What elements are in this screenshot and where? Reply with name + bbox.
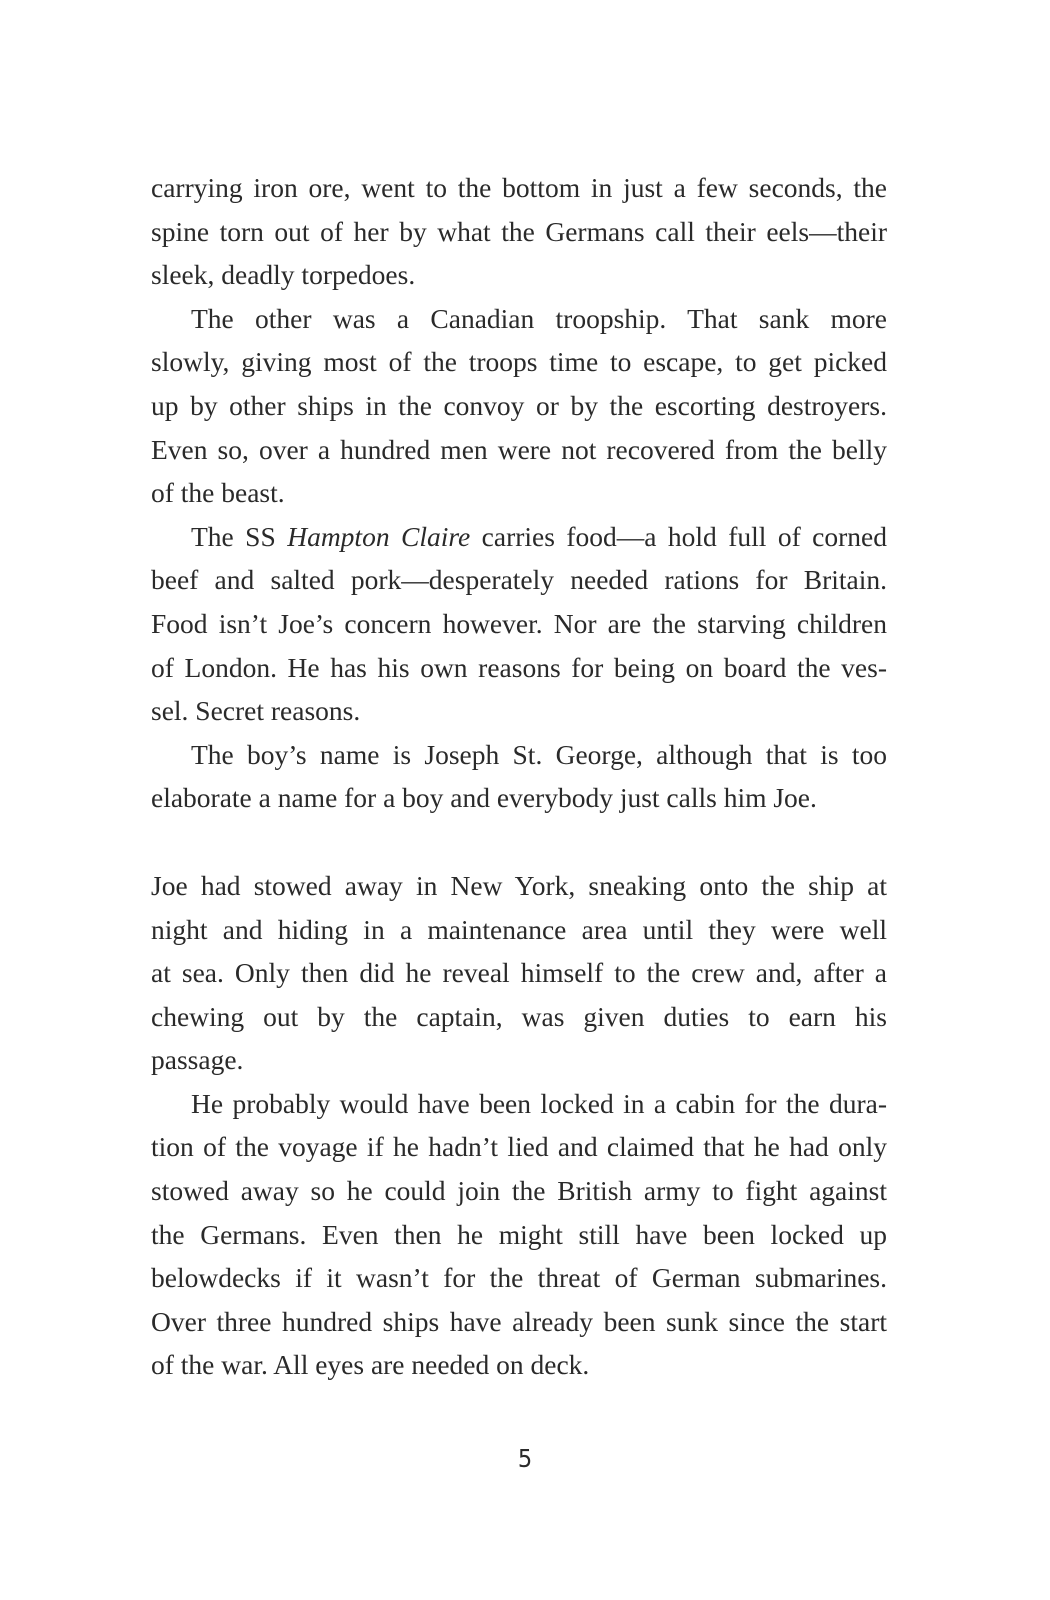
text-line: chewing out by the captain, was given duties to earn his [151, 1000, 887, 1032]
text-line: elaborate a name for a boy and everybody just calls him Joe. [151, 782, 817, 814]
section-break [151, 820, 887, 864]
text-line: slowly, giving most of the troops time to escape, to get picked [151, 346, 887, 378]
ship-name-italic: Hampton Claire [287, 520, 471, 552]
paragraph-6 [151, 1082, 887, 1387]
text-line: passage. [151, 1044, 244, 1076]
paragraph-4 [151, 733, 887, 820]
text-line: the Germans. Even then he might still have been locked up [151, 1218, 887, 1250]
text-line: Even so, over a hundred men were not recovered from the belly [151, 433, 887, 465]
paragraph-5 [151, 864, 887, 1082]
text-line: Food isn’t Joe’s concern however. Nor are the starving children [151, 607, 887, 639]
text-run: carries food—a hold full of corned [470, 520, 887, 552]
text-line: stowed away so he could join the British army to fight against [151, 1175, 887, 1207]
text-line: beef and salted pork—desperately needed rations for Britain. [151, 564, 887, 596]
text-line: Joe had stowed away in New York, sneaking onto the ship at [151, 869, 887, 901]
text-line: at sea. Only then did he reveal himself to the crew and, after a [151, 957, 887, 989]
page-number: 5 [517, 1444, 533, 1473]
text-line: up by other ships in the convoy or by the escorting destroyers. [151, 389, 887, 421]
text-line: of the beast. [151, 477, 285, 509]
text-line: spine torn out of her by what the Germans call their eels—their [151, 215, 887, 247]
text-line: of the war. All eyes are needed on deck. [151, 1349, 590, 1381]
text-line: of London. He has his own reasons for being on board the ves- [151, 651, 887, 683]
text-line: sel. Secret reasons. [151, 695, 361, 727]
book-page-body [151, 166, 887, 1387]
text-line [151, 515, 887, 559]
text-line: night and hiding in a maintenance area until they were well [151, 913, 887, 945]
paragraph-1 [151, 166, 887, 297]
text-line: carrying iron ore, went to the bottom in just a few seconds, the [151, 172, 887, 203]
text-line: sleek, deadly torpedoes. [151, 259, 416, 291]
text-line: He probably would have been locked in a cabin for the dura- [191, 1087, 887, 1119]
text-run: The SS [191, 520, 288, 552]
paragraph-2 [151, 297, 887, 515]
text-line: Over three hundred ships have already been sunk since the start [151, 1305, 887, 1337]
text-line: belowdecks if it wasn’t for the threat of German submarines. [151, 1262, 887, 1294]
text-line: tion of the voyage if he hadn’t lied and claimed that he had only [151, 1131, 887, 1163]
paragraph-3 [151, 515, 887, 733]
text-line: The boy’s name is Joseph St. George, although that is too [191, 738, 887, 770]
text-line: The other was a Canadian troopship. That sank more [191, 302, 887, 334]
